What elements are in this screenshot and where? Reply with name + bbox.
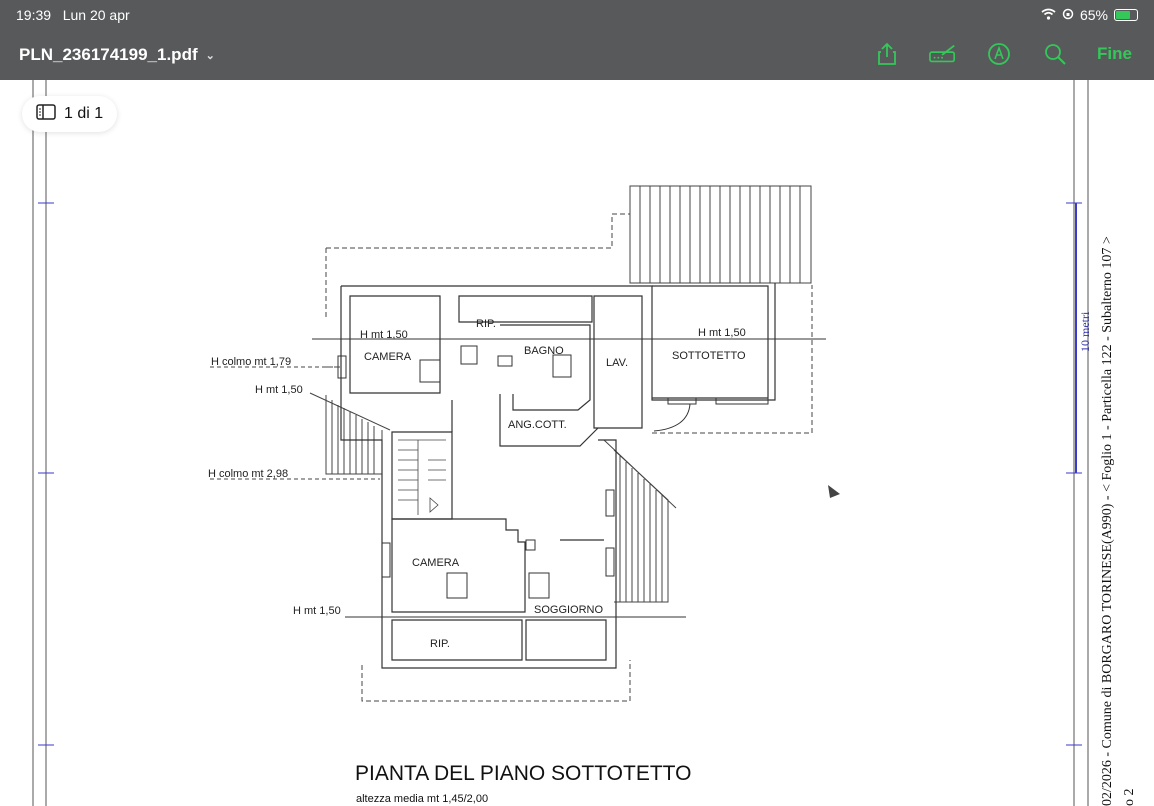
scale-label: 10 metri (1078, 311, 1092, 352)
chevron-down-icon: ⌄ (205, 49, 215, 62)
share-icon[interactable] (873, 42, 901, 66)
rotation-lock-icon (1062, 7, 1074, 23)
cadastral-reference-2: o 2 (1122, 788, 1137, 806)
room-label-ang-cott: ANG.COTT. (508, 419, 567, 431)
cadastral-reference: 02/2026 - Comune di BORGARO TORINESE(A990) - < Foglio 1 - Particella 122 - Subalterno 107 > (1100, 236, 1115, 806)
top-toolbar (0, 0, 1154, 80)
room-label-rip-bottom: RIP. (430, 638, 450, 650)
battery-percent: 65% (1079, 7, 1108, 23)
document-title-menu[interactable] (19, 45, 215, 65)
room-label-soggiorno: SOGGIORNO (534, 604, 604, 616)
date: Lun 20 apr (62, 7, 130, 23)
status-time (16, 7, 130, 23)
markup-icon[interactable] (929, 42, 957, 66)
clock: 19:39 (16, 7, 52, 23)
search-icon[interactable] (1041, 42, 1069, 66)
room-label-lav: LAV. (606, 357, 629, 369)
status-indicators (1041, 7, 1138, 23)
file-name: PLN_236174199_1.pdf (19, 45, 198, 64)
height-label-4: H mt 1,50 (293, 605, 341, 617)
floor-plan-drawing (0, 80, 1154, 806)
plan-title: PIANTA DEL PIANO SOTTOTETTO (355, 762, 692, 785)
done-button[interactable]: Fine (1097, 44, 1132, 63)
toolbar-actions (873, 42, 1132, 66)
room-label-bagno: BAGNO (524, 345, 564, 357)
page-count: 1 di 1 (64, 105, 104, 122)
wifi-icon (1041, 7, 1056, 23)
sidebar-icon (36, 104, 56, 125)
page-indicator[interactable] (22, 96, 117, 132)
colmo-label-2: H colmo mt 2,98 (208, 468, 289, 480)
battery-icon (1114, 9, 1138, 21)
height-label-3: H mt 1,50 (255, 384, 303, 396)
room-label-camera-top: CAMERA (364, 351, 412, 363)
annotate-pen-icon[interactable] (985, 42, 1013, 66)
plan-subtitle: altezza media mt 1,45/2,00 (356, 793, 489, 805)
height-label-1: H mt 1,50 (360, 329, 408, 341)
pdf-page (0, 80, 1154, 806)
room-label-rip-top: RIP. (476, 318, 496, 330)
height-label-2: H mt 1,50 (698, 327, 746, 339)
colmo-label-1: H colmo mt 1,79 (211, 356, 292, 368)
room-label-camera-bottom: CAMERA (412, 557, 460, 569)
room-label-sottotetto: SOTTOTETTO (672, 350, 746, 362)
